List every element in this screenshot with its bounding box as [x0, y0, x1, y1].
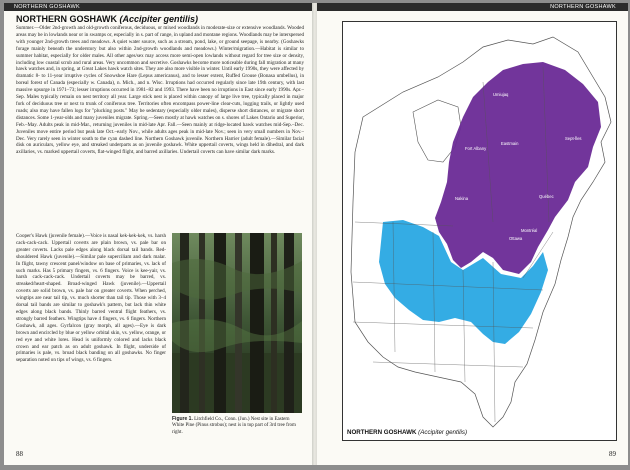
map-place-3: Nakina — [455, 196, 469, 201]
forest-photo — [172, 233, 302, 413]
right-page-number: 89 — [609, 450, 616, 458]
range-map — [342, 21, 617, 441]
map-title-common: NORTHERN GOSHAWK — [347, 429, 417, 436]
map-place-2: Eastmain — [501, 141, 519, 146]
forest-photo-image — [172, 233, 302, 413]
species-common-name: NORTHERN GOSHAWK — [16, 14, 117, 24]
comparison-column-text: Cooper's Hawk (juvenile female).—Voice is nasal kek-kek-kek, vs. harsh cack-cack-cack. Uppertail coverts are plain brown, vs. pale bar on greater coverts. Lacks pale edges along black dorsal tail bands. Red-shouldered Hawk (juvenile).—Similar pale superciliam and dark malar. In flight, tawny crescent panel/window on base of primaries, vs. lack of such marks. Has 5 primary fingers, vs. 6 fingers. Voice is kee-yair, vs. harsh cack-cack-cack. Undertail coverts may be barred, vs. streaked/heart-shaped. Broad-winged Hawk (juvenile).—Uppertail coverts are solid brown, vs. pale bar on greater coverts. When perched, wingtips are near tail tip, vs. much shorter than tail tip. Those with 3–4 dorsal tail bands are similar to goshawk's pattern, but lack thin white edges along black bands. Thinly barred ventral flight feathers, vs. strongly barred feathers. Wingtips have 4 fingers, vs. 6 fingers. Northern Goshawk, all ages. Gyrfalcon (gray morph, all ages).—Eye is dark brown and encircled by blue or yellow orbital skin, vs. yellow, orange, or red eye and white lores. Head is uniformly colored and lacks black crown and ear patch as on adult goshawk. In flight, underside of primaries is pale, vs. broad black banding on all goshawks. No finger separation noted on tips of wings, vs. 6 fingers. — [16, 233, 166, 364]
map-title-latin: (Accipiter gentilis) — [418, 429, 467, 436]
figure-caption — [172, 416, 302, 436]
map-place-4: Sept-Îles — [565, 136, 582, 141]
figure-label: Figure 1. — [172, 416, 193, 422]
map-place-0: Umiujaq — [493, 92, 509, 97]
species-latin-name: (Accipiter gentilis) — [119, 14, 199, 24]
map-place-7: Québec — [539, 194, 554, 199]
map-place-5: Ottawa — [509, 236, 523, 241]
figure-caption-text: Litchfield Co., Conn. (Jun.) Nest site in Eastern White Pine (Pinus strobus); nest is in top part of 3rd tree from right. — [172, 417, 296, 435]
right-page — [317, 3, 628, 465]
left-running-head: NORTHERN GOSHAWK — [4, 3, 315, 11]
range-map-svg — [343, 22, 617, 441]
right-running-head: NORTHERN GOSHAWK — [317, 3, 628, 11]
left-page — [4, 3, 315, 465]
account-body-text: Summer.—Older 2nd-growth and old-growth coniferous, deciduous, or mixed woodlands in moderate-size or extensive woodlands. Wooded areas may be in lowlands near or in swamps or, especially in s. part of range, in upland and montane regions. Woodlands may be interspersed with younger 2nd-growth trees and meadows. A quiet water source, such as a stream, pond, lake, or ground seepage, is nearby. (Goshawks forage mainly beneath the understory but also within 2nd-growth woodlands and meadows.) Winter/migration.—Habitat is similar to summer habitat, especially for older males. All other ages/sex may access more semi-open lowlands without regard for tree size or density, including low coastal scrub and rural areas. Very uncommon and secretive. Goshawks become more noticeable during fall migration at many hawk watches and, in spring, at Great Lakes hawk watch sites. They are also more visible in winter. Until early 1990s, they were affected by dramatic 8- to 11-year irruptive cycles of Snowshoe Hare (Lepus americanus), and to lesser extent, Ruffed Grouse (Bonasa umbellus), in boreal forest of Canada (especially w. Canada), n. Mich., and n. Wisc. Irruptions had occurred regularly since late 19th century, with last massive upsurge in 1971–73; lesser irruptions occurred in 1981–82 and 1993. There have been no irruptions in East since early 1990s. Apr.–Sep. Males typically remain on nest territory all year. Large stick nest is placed within canopy of large live tree, typically placed in major fork of deciduous tree or next to trunk of coniferous tree. Territories often encompass power-line clear-cuts, logging trails, or lightly used roads; also may have fallen logs for "plucking posts." May be sedentary (especially older males), disperse short distances, or migrate short distances. Some 1-year-olds and many juveniles migrate. Spring.—Seen mostly at hawk watches on s. shores of Lakes Ontario and Superior, Feb.–May. Adults peak in mid-Mar., returning juveniles in mid-late Apr. Fall.—Seen mainly at ridge-located hawk watches mid-Sep.–Dec. Juveniles move entire period but peak late Oct.–early Nov., while adults ages peak in mid-late Nov.; seen in very small numbers in Nov.–Dec. Very rarely seen in winter south to the cyan dashed line. Northern Goshawk juvenile. Northern Harrier (adult female).—Similar facial disk on auriculars, yellow eye, and streaked underparts as on juvenile goshawk. White uppertail coverts, wings held in dihedral, and dark axillaries, vs. marked uppertail coverts, flat-winged flight, and barred axillaries. Undertail coverts can have similar dark marks. — [16, 25, 304, 156]
left-page-number: 88 — [16, 450, 23, 458]
map-place-1: Fort Albany — [465, 146, 487, 151]
map-title — [347, 429, 467, 436]
species-heading — [16, 14, 198, 24]
map-place-6: Montréal — [521, 228, 538, 233]
